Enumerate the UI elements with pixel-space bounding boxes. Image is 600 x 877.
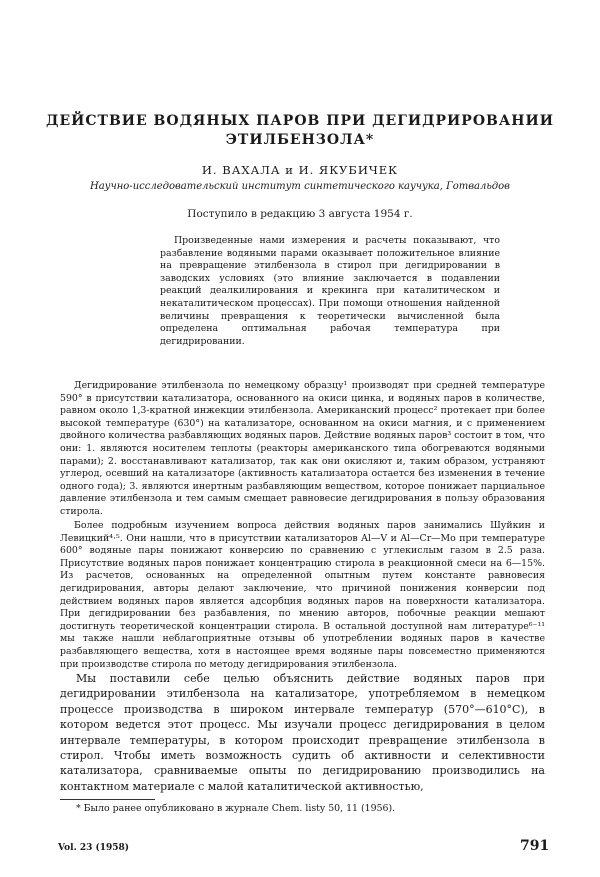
journal-volume: Vol. 23 (1958) (58, 843, 130, 853)
body-paragraph-1: Дегидрирование этилбензола по немецкому образцу¹ производят при средней температуре 590° в присутствии катализатора, основанного на окиси цинка, и водяных паров в количестве, равном около 1,3-кратной инжекции этилбензола. Американский процесс² протекает при более высокой температуре (630°) на катализаторе, основанном на окиси магния, и с применением двойного количества разбавляющих водяных паров. Действие водяных паров³ состоит в том, что они: 1. являются носителем теплоты (реакторы американского типа обогреваются водяными парами); 2. восстанавливают катализатор, так как они окисляют и, таким образом, устраняют углерод, осевший на катализаторе (активность катализатора остается без изменения в течение одного года); 3. являются инертным разбавляющим веществом, которое понижает парциальное давление этилбензола и тем самым смещает равновесие дегидрирования в пользу образования стирола. (60, 380, 545, 517)
abstract: Произведенные нами измерения и расчеты показывают, что разбавление водяными парами оказывает положительное влияние на превращение этилбензола в стирол при дегидрировании в заводских условиях (это влияние заключается в подавлении реакций деалкилирования и крекинга при каталитическом и некаталитическом процессах). При помощи отношения найденной величины превращения к теоретически вычисленной была определена оптимальная рабочая температура при дегидрировании. (160, 235, 500, 347)
article-title-line-2: ЭТИЛБЕНЗОЛА* (225, 132, 375, 148)
author-institution: Научно-исследовательский институт синтетического каучука, Готвальдов (90, 181, 510, 192)
page-number: 791 (520, 838, 550, 854)
footnote-divider (60, 799, 155, 800)
article-title-line-1: ДЕЙСТВИЕ ВОДЯНЫХ ПАРОВ ПРИ ДЕГИДРИРОВАНИИ (46, 113, 554, 129)
article-authors: И. ВАХАЛА и И. ЯКУБИЧЕК (201, 163, 399, 177)
body-paragraph-3: Мы поставили себе целью объяснить действие водяных паров при дегидрировании этилбензола на катализаторе, употребляемом в немецком процессе производства в широком интервале температур (570°—610°C), в котором ведется этот процесс. Мы изучали процесс дегидрирования в целом интервале температуры, в котором происходит превращение этилбензола в стирол. Чтобы иметь возможность судить об активности и селективности катализатора, сравниваемые опыты по дегидрированию производились на контактном материале с малой каталитической активностью, (60, 672, 545, 793)
footnote: * Было ранее опубликовано в журнале Chem. listy 50, 11 (1956). (76, 803, 396, 814)
body-paragraph-2: Более подробным изучением вопроса действия водяных паров занимались Шуйкин и Левицкий⁴·⁵. Они нашли, что в присутствии катализаторов Al—V и Al—Cr—Mo при температуре 600° водяные пары понижают конверсию по сравнению с углекислым газом в 2.5 раза. Присутствие водяных паров понижает концентрацию стирола в реакционной смеси на 6—15%. Из расчетов, основанных на определенной опытным путем константе равновесия дегидрирования, авторы делают заключение, что причиной понижения конверсии под действием водяных паров является адсорбция водяных паров на поверхности катализатора. При дегидрировании без разбавления, по мнению авторов, побочные реакции мешают достигнуть теоретической концентрации стирола. В остальной доступной нам литературе⁶⁻¹¹ мы также нашли неблагоприятные отзывы об употреблении водяных паров в качестве разбавляющего вещества, хотя в настоящее время водяные пары повсеместно применяются при производстве стирола по методу дегидрирования этилбензола. (60, 520, 545, 670)
received-date: Поступило в редакцию 3 августа 1954 г. (187, 208, 413, 220)
